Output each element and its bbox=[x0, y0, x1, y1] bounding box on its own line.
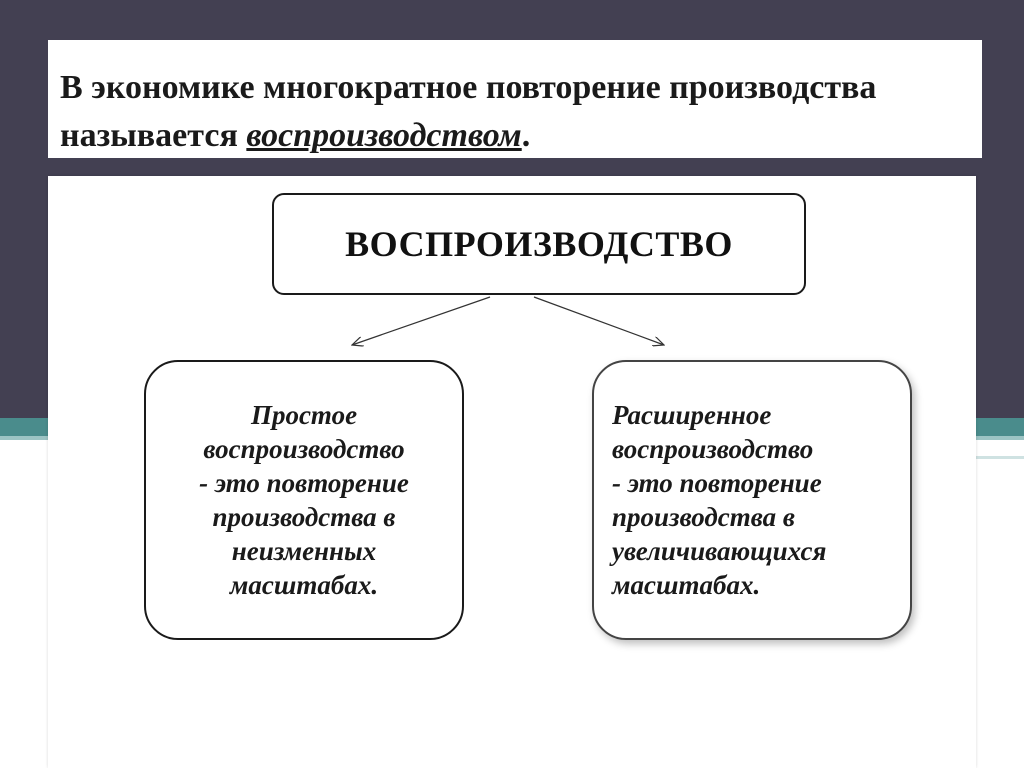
title-panel bbox=[48, 40, 982, 158]
root-concept-box bbox=[272, 193, 806, 295]
simple-reproduction-term: Простое воспроизводство bbox=[203, 400, 405, 464]
simple-reproduction-box bbox=[144, 360, 464, 640]
extended-reproduction-definition: - это повторение производства в увеличивающихся масштабах. bbox=[612, 468, 827, 600]
simple-reproduction-text bbox=[164, 398, 444, 602]
title-prefix: В экономике многократное повторение производства называется bbox=[60, 69, 877, 154]
root-concept-label: ВОСПРОИЗВОДСТВО bbox=[345, 224, 733, 264]
simple-reproduction-definition: - это повторение производства в неизменных масштабах. bbox=[199, 468, 409, 600]
extended-reproduction-text bbox=[612, 398, 892, 602]
accent-stripe-right bbox=[976, 456, 1024, 459]
title-suffix: . bbox=[521, 117, 531, 154]
slide-title bbox=[60, 64, 960, 160]
extended-reproduction-box bbox=[592, 360, 912, 640]
extended-reproduction-term: Расширенное воспроизводство bbox=[612, 400, 814, 464]
title-emphasis: воспроизводством bbox=[246, 117, 522, 154]
